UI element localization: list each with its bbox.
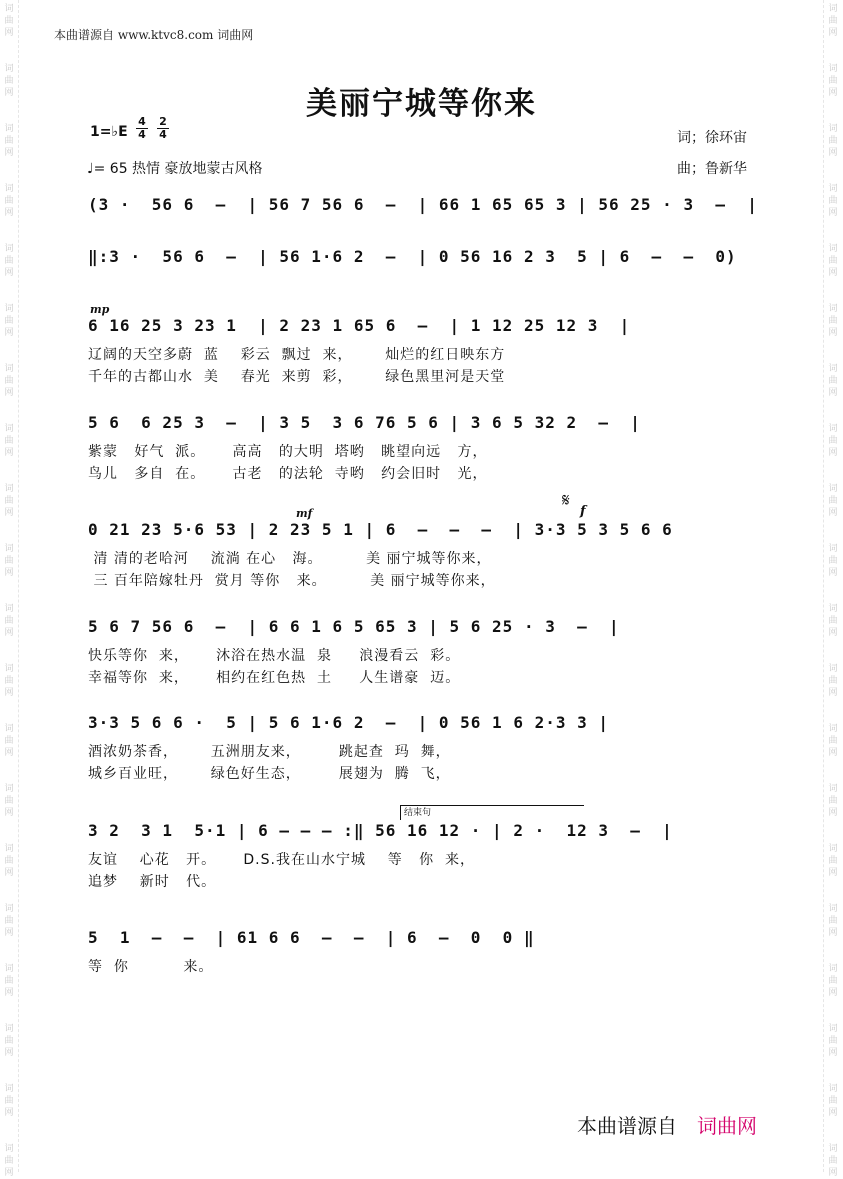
watermark-char: 网 <box>4 388 14 398</box>
right-watermark-strip <box>823 0 842 1178</box>
watermark-char: 网 <box>828 928 838 938</box>
watermark-char: 网 <box>828 568 838 578</box>
notation-line: (3 · 56 6 – | 56 7 56 6 – | 66 1 65 65 3 | 56 25 · 3 – | <box>88 195 758 214</box>
watermark-char: 曲 <box>4 436 14 446</box>
watermark-char: 曲 <box>828 16 838 26</box>
watermark-char: 网 <box>828 868 838 878</box>
ending-bracket <box>400 805 584 820</box>
watermark-char: 词 <box>4 184 14 194</box>
watermark-char: 词 <box>4 244 14 254</box>
watermark-char: 词 <box>4 424 14 434</box>
notation-line: 5 6 6 25 3 – | 3 5 3 6 76 5 6 | 3 6 5 32 2 – | <box>88 413 641 432</box>
watermark-char: 词 <box>4 484 14 494</box>
watermark-char: 曲 <box>4 496 14 506</box>
watermark-char: 曲 <box>4 316 14 326</box>
notation-line: 3 2 3 1 5·1 | 6 – – – :‖ 56 16 12 · | 2 · 12 3 – | <box>88 821 673 840</box>
watermark-char: 词 <box>4 64 14 74</box>
ending-label: 结束句 <box>404 808 432 818</box>
watermark-char: 曲 <box>4 1156 14 1166</box>
footer-brand: 词曲网 <box>697 1114 757 1138</box>
watermark-char: 网 <box>828 628 838 638</box>
watermark-char: 词 <box>828 364 838 374</box>
watermark-char: 网 <box>828 748 838 758</box>
watermark-char: 网 <box>4 208 14 218</box>
lyric-verse-1: 等 你 来。 <box>88 959 214 975</box>
watermark-char: 词 <box>4 4 14 14</box>
watermark-char: 网 <box>4 748 14 758</box>
segno-sign: 𝄋 <box>562 490 570 511</box>
watermark-char: 曲 <box>4 556 14 566</box>
watermark-char: 曲 <box>4 1036 14 1046</box>
watermark-char: 网 <box>828 88 838 98</box>
watermark-char: 网 <box>828 28 838 38</box>
watermark-char: 词 <box>4 904 14 914</box>
dynamic-mp: mp <box>90 303 110 316</box>
watermark-char: 曲 <box>828 616 838 626</box>
watermark-char: 网 <box>828 1168 838 1178</box>
lyric-verse-2: 千年的古都山水 美 春光 来剪 彩， 绿色黑里河是天堂 <box>88 369 506 385</box>
watermark-char: 曲 <box>828 916 838 926</box>
watermark-char: 词 <box>828 604 838 614</box>
watermark-char: 曲 <box>828 856 838 866</box>
watermark-char: 词 <box>828 544 838 554</box>
notation-line: 0 21 23 5·6 53 | 2 23 5 1 | 6 – – – | 3·3 5 3 5 6 6 <box>88 520 673 539</box>
watermark-char: 词 <box>828 64 838 74</box>
watermark-char: 网 <box>4 688 14 698</box>
lyric-verse-1: 辽阔的天空多蔚 蓝 彩云 飘过 来， 灿烂的红日映东方 <box>88 347 506 363</box>
watermark-char: 网 <box>4 328 14 338</box>
lyric-verse-1: 清 清的老哈河 流淌 在心 海。 美 丽宁城等你来， <box>88 551 492 567</box>
watermark-char: 曲 <box>4 16 14 26</box>
time-signature-4-4: 4 4 <box>136 116 148 141</box>
lyric-verse-2: 城乡百业旺， 绿色好生态， 展翅为 腾 飞， <box>88 766 451 782</box>
watermark-char: 网 <box>828 448 838 458</box>
watermark-char: 曲 <box>4 76 14 86</box>
watermark-char: 词 <box>828 4 838 14</box>
watermark-char: 网 <box>4 568 14 578</box>
watermark-char: 词 <box>828 964 838 974</box>
lyric-verse-2: 三 百年陪嫁牡丹 赏月 等你 来。 美 丽宁城等你来， <box>88 573 496 589</box>
key-signature: 1=♭E <box>90 124 128 140</box>
watermark-char: 网 <box>4 1168 14 1178</box>
watermark-char: 网 <box>828 388 838 398</box>
watermark-char: 词 <box>828 124 838 134</box>
watermark-char: 词 <box>828 244 838 254</box>
watermark-char: 词 <box>828 784 838 794</box>
watermark-char: 词 <box>828 904 838 914</box>
watermark-char: 曲 <box>4 256 14 266</box>
watermark-char: 词 <box>828 484 838 494</box>
notation-line: 3·3 5 6 6 · 5 | 5 6 1·6 2 – | 0 56 1 6 2·3 3 | <box>88 713 610 732</box>
watermark-char: 曲 <box>828 436 838 446</box>
watermark-char: 曲 <box>4 976 14 986</box>
dynamic-f: f <box>580 504 586 519</box>
watermark-char: 词 <box>4 124 14 134</box>
watermark-char: 词 <box>828 1084 838 1094</box>
watermark-char: 曲 <box>4 1096 14 1106</box>
watermark-char: 曲 <box>828 316 838 326</box>
watermark-char: 网 <box>4 448 14 458</box>
watermark-char: 曲 <box>828 1036 838 1046</box>
watermark-char: 曲 <box>4 916 14 926</box>
watermark-char: 网 <box>4 508 14 518</box>
watermark-char: 网 <box>4 868 14 878</box>
song-title: 美丽宁城等你来 <box>306 86 537 122</box>
watermark-char: 词 <box>4 304 14 314</box>
watermark-char: 词 <box>4 1144 14 1154</box>
watermark-char: 词 <box>4 784 14 794</box>
watermark-char: 曲 <box>4 616 14 626</box>
dynamic-mf: mf <box>296 507 313 520</box>
watermark-char: 词 <box>4 1084 14 1094</box>
watermark-char: 曲 <box>828 676 838 686</box>
watermark-char: 网 <box>4 268 14 278</box>
lyric-verse-1: 友谊 心花 开。 D.S.我在山水宁城 等 你 来， <box>88 852 476 868</box>
footer-source <box>577 1110 757 1139</box>
watermark-char: 曲 <box>828 196 838 206</box>
watermark-char: 曲 <box>4 676 14 686</box>
lyric-verse-1: 快乐等你 来， 沐浴在热水温 泉 浪漫看云 彩。 <box>88 648 461 664</box>
composer-credit: 曲；鲁新华 <box>677 161 747 177</box>
watermark-char: 网 <box>4 628 14 638</box>
watermark-char: 网 <box>828 688 838 698</box>
watermark-char: 词 <box>828 1024 838 1034</box>
watermark-char: 曲 <box>828 976 838 986</box>
notation-line: ‖:3 · 56 6 – | 56 1·6 2 – | 0 56 16 2 3 5 | 6 – – 0) <box>88 247 737 266</box>
watermark-char: 词 <box>4 364 14 374</box>
watermark-char: 词 <box>828 844 838 854</box>
watermark-char: 曲 <box>828 496 838 506</box>
watermark-char: 网 <box>4 148 14 158</box>
watermark-char: 曲 <box>828 736 838 746</box>
watermark-char: 网 <box>828 508 838 518</box>
watermark-char: 网 <box>4 1108 14 1118</box>
watermark-char: 曲 <box>4 376 14 386</box>
source-header: 本曲谱源自 www.ktvc8.com 词曲网 <box>54 28 254 42</box>
watermark-char: 网 <box>4 928 14 938</box>
watermark-char: 曲 <box>4 796 14 806</box>
watermark-char: 曲 <box>4 136 14 146</box>
watermark-char: 词 <box>828 424 838 434</box>
left-watermark-strip <box>0 0 19 1178</box>
watermark-char: 网 <box>828 808 838 818</box>
watermark-char: 曲 <box>828 1096 838 1106</box>
watermark-char: 网 <box>828 148 838 158</box>
watermark-char: 词 <box>4 724 14 734</box>
watermark-char: 曲 <box>828 376 838 386</box>
watermark-char: 曲 <box>828 796 838 806</box>
watermark-char: 网 <box>4 28 14 38</box>
watermark-char: 词 <box>4 964 14 974</box>
notation-line: 6 16 25 3 23 1 | 2 23 1 65 6 – | 1 12 25 12 3 | <box>88 316 631 335</box>
notation-line: 5 6 7 56 6 – | 6 6 1 6 5 65 3 | 5 6 25 · 3 – | <box>88 617 620 636</box>
watermark-char: 网 <box>4 988 14 998</box>
lyric-verse-1: 酒浓奶茶香， 五洲朋友来， 跳起查 玛 舞， <box>88 744 451 760</box>
watermark-char: 曲 <box>4 856 14 866</box>
watermark-char: 词 <box>4 664 14 674</box>
watermark-char: 网 <box>828 208 838 218</box>
watermark-char: 词 <box>4 604 14 614</box>
watermark-char: 曲 <box>828 556 838 566</box>
watermark-char: 网 <box>828 988 838 998</box>
watermark-char: 词 <box>4 844 14 854</box>
watermark-char: 网 <box>828 1048 838 1058</box>
notation-line: 5 1 – – | 61 6 6 – – | 6 – 0 0 ‖ <box>88 928 535 947</box>
watermark-char: 曲 <box>828 76 838 86</box>
lyric-verse-2: 追梦 新时 代。 <box>88 874 217 890</box>
watermark-char: 词 <box>828 1144 838 1154</box>
watermark-char: 词 <box>4 1024 14 1034</box>
watermark-char: 曲 <box>828 136 838 146</box>
lyric-verse-2: 幸福等你 来， 相约在红色热 土 人生谱豪 迈。 <box>88 670 461 686</box>
lyric-verse-1: 紫蒙 好气 派。 高高 的大明 塔哟 眺望向远 方， <box>88 444 488 460</box>
watermark-char: 网 <box>4 88 14 98</box>
watermark-char: 曲 <box>828 256 838 266</box>
watermark-char: 曲 <box>828 1156 838 1166</box>
tempo-marking: ♩= 65 热情 豪放地蒙古风格 <box>87 161 263 177</box>
lyricist-credit: 词；徐环宙 <box>677 130 747 146</box>
watermark-char: 词 <box>828 664 838 674</box>
watermark-char: 词 <box>4 544 14 554</box>
watermark-char: 曲 <box>4 196 14 206</box>
watermark-char: 词 <box>828 304 838 314</box>
watermark-char: 网 <box>4 1048 14 1058</box>
watermark-char: 网 <box>828 328 838 338</box>
watermark-char: 网 <box>828 268 838 278</box>
footer-text: 本曲谱源自 <box>577 1114 677 1138</box>
watermark-char: 词 <box>828 724 838 734</box>
watermark-char: 网 <box>4 808 14 818</box>
watermark-char: 曲 <box>4 736 14 746</box>
lyric-verse-2: 鸟儿 多自 在。 古老 的法轮 寺哟 约会旧时 光， <box>88 466 488 482</box>
watermark-char: 网 <box>828 1108 838 1118</box>
watermark-char: 词 <box>828 184 838 194</box>
time-signature-2-4: 2 4 <box>157 116 169 141</box>
